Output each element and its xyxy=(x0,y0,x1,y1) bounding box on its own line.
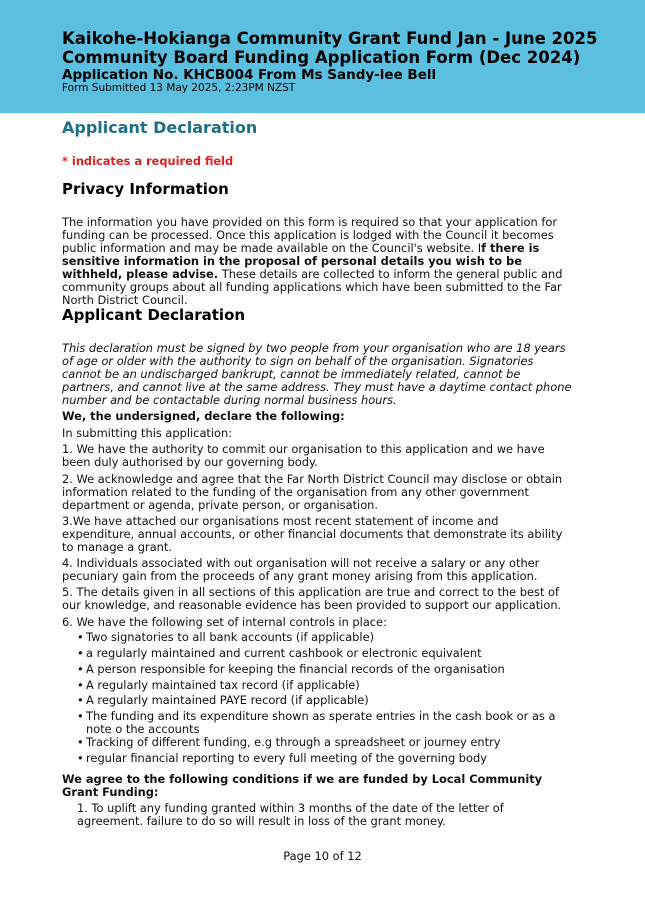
privacy-text-part1: The information you have provided on this form is required so that your application for funding can be processed. Once this application is lodged with the Council it becomes public information and may be made available on the Council's website. I xyxy=(62,215,557,255)
privacy-heading: Privacy Information xyxy=(62,180,229,198)
declaration-item-4: 4. Individuals associated with out organisation will not receive a salary or any other pecuniary gain from the proceeds of any grant money arising from this application. xyxy=(62,556,540,583)
bullet-icon: • xyxy=(77,751,84,765)
declaration-item-6: 6. We have the following set of internal controls in place: xyxy=(62,615,387,629)
submitting-intro: In submitting this application: xyxy=(62,426,233,440)
privacy-text-bold: f there is sensitive information in the proposal of personal details you wish to be withheld, please advise. xyxy=(62,241,540,281)
bullet-icon: • xyxy=(77,678,84,692)
declaration-item-5: 5. The details given in all sections of this application are true and correct to the best of our knowledge, and reasonable evidence has been provided to support our application. xyxy=(62,585,562,612)
bullet-icon: • xyxy=(77,662,84,676)
declaration-item-1: 1. We have the authority to commit our organisation to this application and we have been duly authorised by our governing body. xyxy=(62,442,545,469)
declaration-item-2: 2. We acknowledge and agree that the Far North District Council may disclose or obtain information related to the funding of the organisation from any other government department or agenda, private person, or organisation. xyxy=(62,472,563,512)
privacy-text xyxy=(62,216,572,307)
application-number: Application No. KHCB004 From Ms Sandy-lee Bell xyxy=(62,67,437,83)
bullet-icon: • xyxy=(77,735,84,749)
declaration-heading: Applicant Declaration xyxy=(62,306,246,324)
declaration-statement: We, the undersigned, declare the following: xyxy=(62,409,345,423)
declaration-item-3: 3.We have attached our organisations most recent statement of income and expenditure, annual accounts, or other financial documents that demonstrate its ability to manage a grant. xyxy=(62,514,563,554)
bullet-icon: • xyxy=(77,693,84,707)
bullet-icon: • xyxy=(77,646,84,660)
submission-timestamp: Form Submitted 13 May 2025, 2:23PM NZST xyxy=(62,82,296,94)
privacy-text-part2: These details are collected to inform the general public and community groups about all funding applications which have been submitted to the Far North District Council. xyxy=(62,267,563,307)
page-number: Page 10 of 12 xyxy=(283,849,362,863)
form-subtitle: Community Board Funding Application Form (Dec 2024) xyxy=(62,48,581,67)
bullet-icon: • xyxy=(77,709,84,723)
conditions-heading: We agree to the following conditions if we are funded by Local Community Grant Funding: xyxy=(62,772,543,799)
header-banner xyxy=(0,0,645,113)
section-title: Applicant Declaration xyxy=(62,118,258,137)
condition-item-1: 1. To uplift any funding granted within 3 months of the date of the letter of agreement. failure to do so will result in loss of the grant money. xyxy=(77,801,504,828)
bullet-icon: • xyxy=(77,630,84,644)
declaration-intro: This declaration must be signed by two people from your organisation who are 18 years of age or older with the authority to sign on behalf of the organisation. Signatories cannot be an undischarged bankrupt, cannot be immediately related, cannot be partners, and cannot live at the same address. They must have a daytime contact phone number and be contactable during normal business hours. xyxy=(62,341,572,407)
required-field-note: * indicates a required field xyxy=(62,154,234,168)
form-title: Kaikohe-Hokianga Community Grant Fund Jan - June 2025 xyxy=(62,29,598,48)
